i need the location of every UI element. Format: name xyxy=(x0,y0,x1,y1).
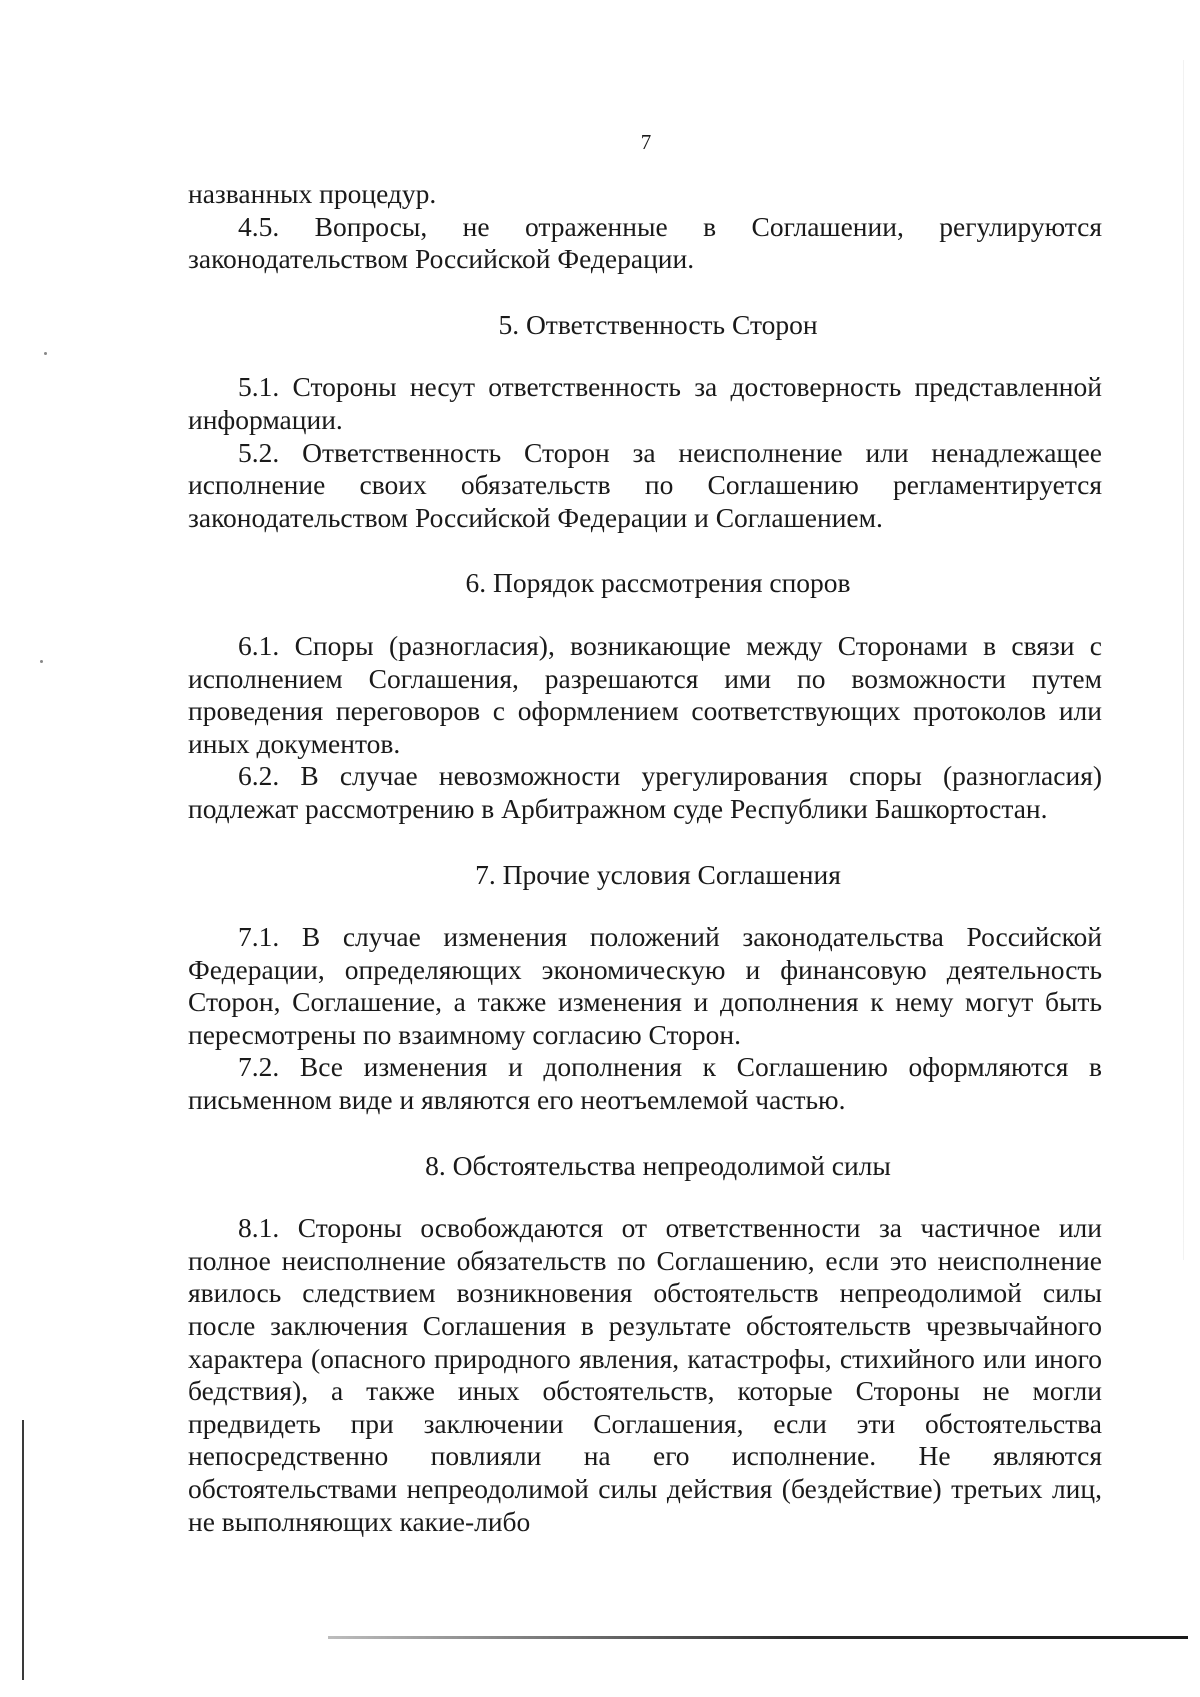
paragraph-6-2: 6.2. В случае невозможности урегулирования споры (разногласия) подлежат рассмотрению в Арбитражном суде Республики Башкортостан. xyxy=(188,760,1102,824)
section-heading-7: 7. Прочие условия Соглашения xyxy=(475,858,841,890)
page-number: 7 xyxy=(640,130,652,154)
section-heading-6: 6. Порядок рассмотрения споров xyxy=(465,567,851,599)
scan-edge-right xyxy=(1183,60,1184,1260)
scan-edge-bottom xyxy=(328,1636,1188,1639)
scan-edge-left xyxy=(22,1420,24,1680)
paragraph-5-1: 5.1. Стороны несут ответственность за достоверность представленной информации. xyxy=(188,371,1102,435)
paragraph-6-1: 6.1. Споры (разногласия), возникающие между Сторонами в связи с исполнением Соглашения, разрешаются ими по возможности путем проведения переговоров с оформлением соответствующих протоколов или иных документов. xyxy=(188,629,1102,759)
paragraph-4-5: 4.5. Вопросы, не отраженные в Соглашении, регулируются законодательством Российской Федерации. xyxy=(188,210,1102,275)
scan-speck xyxy=(40,660,43,663)
paragraph-7-1: 7.1. В случае изменения положений законодательства Российской Федерации, определяющих экономическую и финансовую деятельность Сторон, Соглашение, а также изменения и дополнения к нему могут быть пересмотрены по взаимному согласию Сторон. xyxy=(188,921,1102,1050)
paragraph-7-2: 7.2. Все изменения и дополнения к Соглашению оформляются в письменном виде и являются его неотъемлемой частью. xyxy=(188,1051,1102,1116)
paragraph-8-1: 8.1. Стороны освобождаются от ответственности за частичное или полное неисполнение обязательств по Соглашению, если это неисполнение явилось следствием возникновения обстоятельств непреодолимой силы после заключения Соглашения в результате обстоятельств чрезвычайного характера (опасного природного явления, катастрофы, стихийного или иного бедствия), а также иных обстоятельств, которые Стороны не могли предвидеть при заключении Соглашения, если эти обстоятельства непосредственно повлияли на его исполнение. Не являются обстоятельствами непреодолимой силы действия (бездействие) третьих лиц, не выполняющих какие-либо xyxy=(188,1212,1102,1537)
section-heading-8: 8. Обстоятельства непреодолимой силы xyxy=(425,1149,891,1181)
paragraph-5-2: 5.2. Ответственность Сторон за неисполнение или ненадлежащее исполнение своих обязательств по Соглашению регламентируется законодательством Российской Федерации и Соглашением. xyxy=(188,436,1102,533)
paragraph-continuation: названных процедур. xyxy=(188,178,437,209)
section-heading-5: 5. Ответственность Сторон xyxy=(498,308,818,340)
scan-speck xyxy=(44,352,47,355)
document-body xyxy=(188,178,1102,1538)
